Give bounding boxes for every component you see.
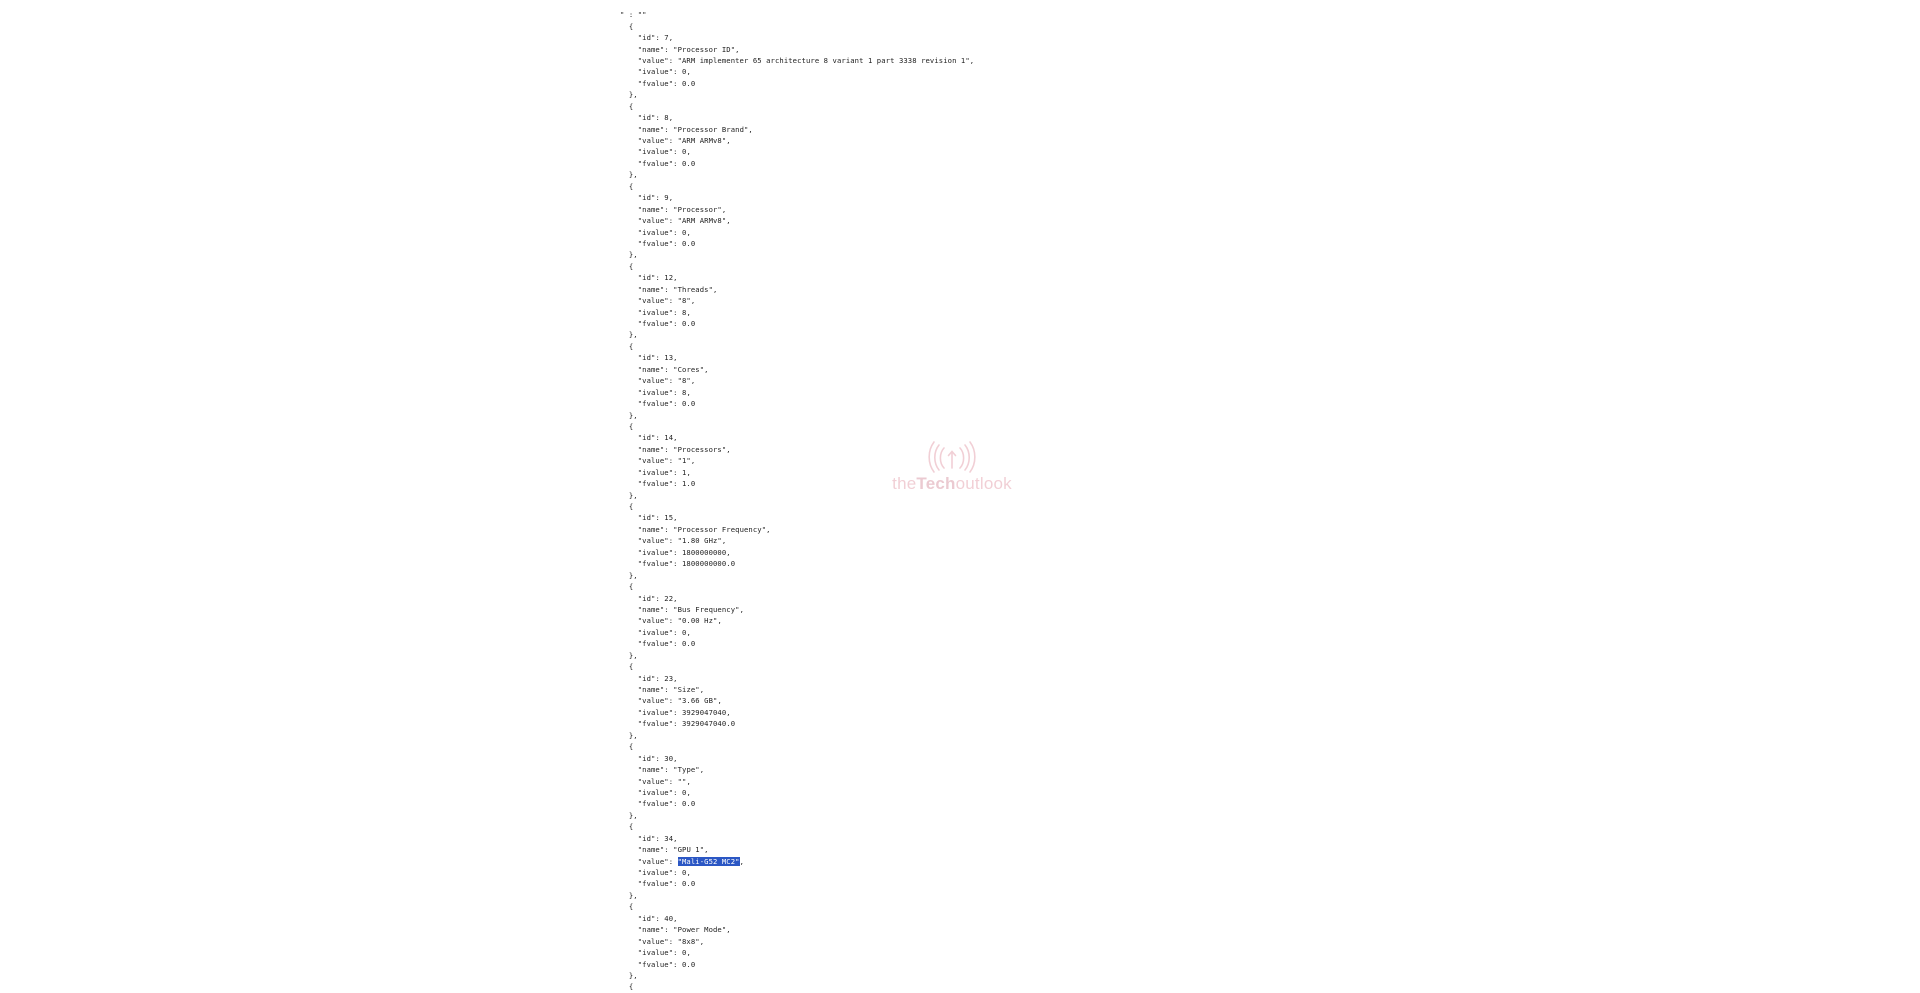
json-content[interactable]: " : "" { "id": 7, "name": "Processor ID", "value": "ARM implementer 65 architecture 8 variant 1 part 3338 revision 1", "ivalue": 0, "fvalue": 0.0 }, { "id": 8, "name": "Processor Brand", "value": "ARM ARMv8", "ivalue": 0, "fvalue": 0.0 }, { "id": 9, "name": "Processor", "value": "ARM ARMv8", "ivalue": 0, "fvalue": 0.0 }, { "id": 12, "name": "Threads", "value": "8", "ivalue": 8, "fvalue": 0.0 }, { "id": 13, "name": "Cores", "value": "8", "ivalue": 8, "fvalue": 0.0 }, { "id": 14, "name": "Processors", "value": "1", "ivalue": 1, "fvalue": 1.0 }, { "id": 15, "name": "Processor Frequency", "value": "1.80 GHz", "ivalue": 1800000000, "fvalue": 1800000000.0 }, { "id": 22, "name": "Bus Frequency", "value": "0.00 Hz", "ivalue": 0, "fvalue": 0.0 }, { "id": 23, "name": "Size", "value": "3.66 GB", "ivalue": 3929047040, "fvalue": 3929047040.0 }, { "id": 30, "name": "Type", "value": "", "ivalue": 0, "fvalue": 0.0 }, { "id": 34, "name": "GPU 1", "value": "Mali-G52 MC2", "ivalue": 0, "fvalue": 0.0 }, { "id": 40, "name": "Power Mode", "value": "8x8", "ivalue": 0, "fvalue": 0.0 }, {: [620, 10, 975, 992]
watermark-text-tail: outlook: [955, 474, 1012, 493]
watermark-text-bold: Tech: [916, 474, 956, 493]
watermark-text-light: the: [892, 474, 917, 493]
